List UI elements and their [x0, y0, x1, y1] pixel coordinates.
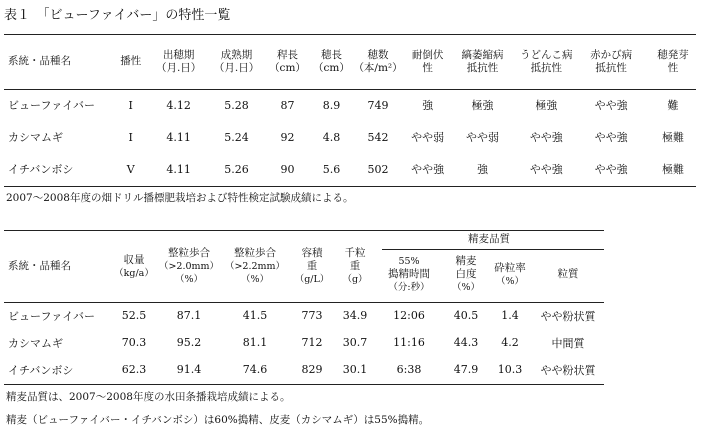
- variety-name-cell: ビューファイバー: [8, 99, 96, 112]
- table2-header-rule: [4, 302, 604, 303]
- variety-name-cell: カシマムギ: [8, 131, 63, 144]
- data-cell: やや強: [594, 163, 628, 176]
- header2-grain-quality: 粒質: [557, 268, 579, 280]
- table-row: [0, 356, 604, 383]
- header-lodging: 耐倒伏 性: [411, 48, 444, 74]
- data-cell: 4.8: [322, 130, 341, 144]
- data-cell: 極強: [535, 99, 558, 112]
- data-cell: 極難: [662, 131, 685, 144]
- header-scab: 赤かび病 抵抗性: [590, 48, 633, 74]
- data-cell: 極難: [662, 163, 685, 176]
- data-cell: Ⅰ: [128, 98, 133, 112]
- data-cell: 87.1: [176, 309, 202, 322]
- data-cell: 30.7: [342, 336, 368, 349]
- data-cell: 90: [280, 162, 295, 176]
- header-maturity-date: 成熟期 （月.日）: [213, 48, 260, 74]
- table1-header-row: [0, 34, 704, 89]
- data-cell: 極強: [471, 99, 494, 112]
- data-cell: やや強: [529, 131, 563, 144]
- data-cell: Ⅴ: [126, 162, 135, 176]
- data-cell: 34.9: [342, 309, 368, 322]
- data-cell: 5.6: [322, 162, 341, 176]
- header2-volume-weight: 容積 重 （g/L）: [294, 247, 330, 285]
- data-cell: 10.3: [497, 363, 523, 376]
- data-cell: やや強: [411, 163, 445, 176]
- quality-table: [0, 231, 604, 383]
- data-cell: 6:38: [396, 363, 422, 376]
- variety-name-cell: イチバンボシ: [8, 363, 74, 377]
- header-spike-number: 穂数 （本/m²）: [353, 48, 403, 74]
- data-cell: 強: [422, 99, 434, 112]
- data-cell: 強: [476, 163, 488, 176]
- data-cell: 5.24: [224, 130, 249, 144]
- header-sprouting: 穂発芽 性: [657, 48, 689, 74]
- header-growth-habit: 播性: [120, 55, 142, 67]
- data-cell: 11:16: [393, 336, 425, 349]
- table-title: 表１ 「ビューファイバー」の特性一覧: [4, 8, 231, 23]
- data-cell: 81.1: [242, 336, 268, 349]
- data-cell: 502: [367, 162, 389, 176]
- data-cell: 40.5: [453, 309, 479, 322]
- header2-broken-rate: 砕粒率 （%）: [494, 261, 526, 287]
- table1-bottom-rule: [4, 186, 696, 187]
- header-heading-date: 出穂期 （月.日）: [155, 48, 202, 74]
- header2-polished-group: 精麦品質: [468, 232, 510, 245]
- variety-name-cell: ビューファイバー: [8, 309, 96, 323]
- data-cell: 95.2: [176, 336, 202, 349]
- data-cell: やや弱: [465, 131, 499, 144]
- data-cell: 8.9: [322, 98, 341, 112]
- header2-name: 系統・品種名: [8, 260, 71, 272]
- data-cell: 12:06: [393, 309, 425, 322]
- table-row: [0, 121, 704, 153]
- table-row: [0, 153, 704, 185]
- data-cell: 92: [280, 130, 295, 144]
- header-mosaic: 縞萎縮病 抵抗性: [461, 48, 504, 74]
- data-cell: 30.1: [342, 363, 368, 376]
- data-cell: 44.3: [453, 336, 479, 349]
- header2-yield: 収量 （kg/a）: [114, 253, 154, 279]
- header2-whiteness: 精麦 白度 （%）: [451, 255, 481, 293]
- data-cell: やや粉状質: [540, 363, 596, 377]
- data-cell: 749: [367, 98, 389, 112]
- data-cell: 41.5: [242, 309, 268, 322]
- data-cell: 87: [280, 98, 295, 112]
- table2-header-row-1: [0, 231, 604, 247]
- table2-note-1: 精麦品質は、2007〜2008年度の水田条播栽培成績による。: [6, 391, 291, 403]
- data-cell: 4.11: [166, 162, 191, 176]
- data-cell: 91.4: [176, 363, 202, 376]
- header2-grain-ratio-22: 整粒歩合 （>2.2mm） （%）: [224, 247, 286, 285]
- data-cell: 74.6: [242, 363, 268, 376]
- data-cell: 52.5: [121, 309, 147, 322]
- data-cell: 1.4: [501, 309, 519, 322]
- data-cell: 5.26: [224, 162, 249, 176]
- data-cell: 4.11: [166, 130, 191, 144]
- header2-thousand-weight: 千粒 重 （g）: [342, 247, 368, 285]
- data-cell: 712: [301, 336, 323, 349]
- data-cell: 47.9: [453, 363, 479, 376]
- characteristics-table: [0, 34, 704, 185]
- data-cell: 5.28: [224, 98, 249, 112]
- table2-note-2: 精麦（ビューファイバー・イチバンボシ）は60%搗精、皮麦（カシマムギ）は55%搗精。: [6, 414, 430, 426]
- table-row: [0, 302, 604, 329]
- data-cell: Ⅰ: [128, 130, 133, 144]
- data-cell: 829: [301, 363, 323, 376]
- header-powdery-mildew: うどんこ病 抵抗性: [520, 48, 573, 74]
- data-cell: やや強: [594, 131, 628, 144]
- variety-name-cell: カシマムギ: [8, 336, 63, 350]
- table1-note: 2007〜2008年度の畑ドリル播標肥栽培および特性検定試験成績による。: [6, 192, 354, 204]
- data-cell: 4.2: [501, 336, 519, 349]
- data-cell: やや強: [529, 163, 563, 176]
- data-cell: 773: [301, 309, 323, 322]
- data-cell: 4.12: [166, 98, 191, 112]
- header2-polish-time: 55% 搗精時間 （分:秒）: [388, 256, 430, 293]
- table-row: [0, 329, 604, 356]
- table2-group-rule: [382, 249, 604, 250]
- table1-header-rule: [4, 89, 696, 90]
- data-cell: 542: [367, 130, 389, 144]
- table2-bottom-rule: [4, 384, 604, 385]
- header-culm-length: 稈長 （cm）: [269, 48, 306, 74]
- header-name: 系統・品種名: [8, 55, 71, 67]
- header-spike-length: 穂長 （cm）: [313, 48, 350, 74]
- variety-name-cell: イチバンボシ: [8, 163, 74, 176]
- data-cell: 62.3: [121, 363, 147, 376]
- data-cell: やや弱: [411, 131, 445, 144]
- data-cell: 難: [667, 99, 679, 112]
- table-row: [0, 89, 704, 121]
- data-cell: 70.3: [121, 336, 147, 349]
- data-cell: やや強: [594, 99, 628, 112]
- header2-grain-ratio-20: 整粒歩合 （>2.0mm） （%）: [158, 247, 220, 285]
- data-cell: やや粉状質: [540, 309, 596, 323]
- data-cell: 中間質: [551, 336, 585, 350]
